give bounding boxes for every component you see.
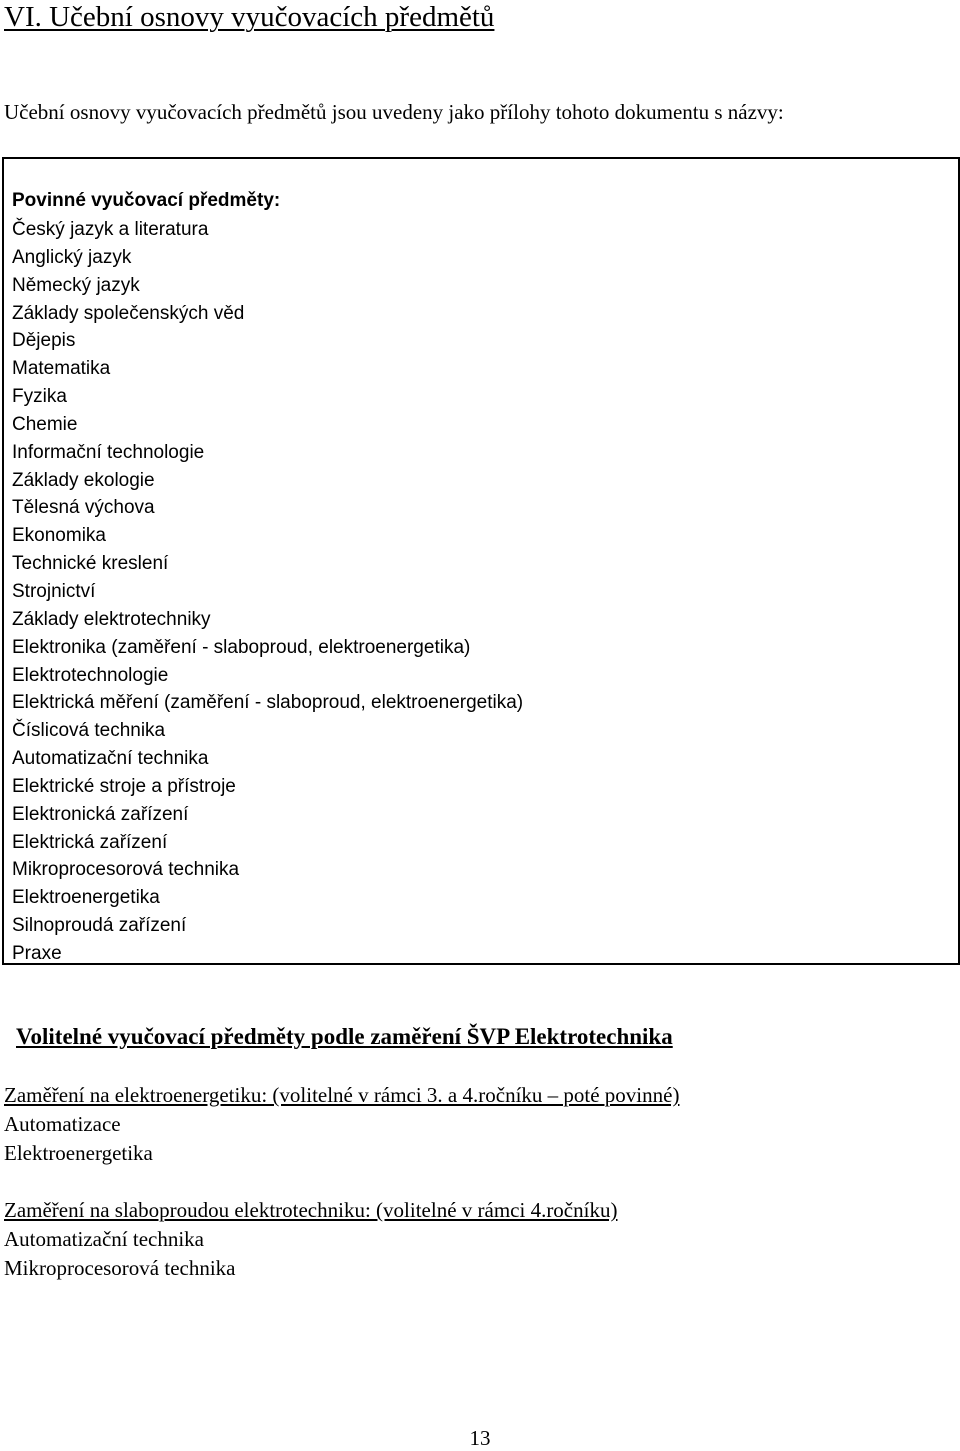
subject-item: Chemie (12, 413, 78, 435)
elective-group-heading: Zaměření na slaboproudou elektrotechniku: (volitelné v rámci 4.ročníku) (4, 1198, 618, 1222)
subject-item: Anglický jazyk (12, 246, 132, 268)
elective-item: Elektroenergetika (4, 1141, 153, 1165)
elective-item: Mikroprocesorová technika (4, 1256, 236, 1280)
subject-item: Dějepis (12, 330, 76, 352)
elective-group-list (4, 1225, 617, 1283)
elective-group-list (4, 1110, 679, 1168)
subject-item: Elektrické stroje a přístroje (12, 775, 236, 797)
subject-item: Elektrotechnologie (12, 664, 169, 686)
subject-item: Německý jazyk (12, 274, 140, 296)
compulsory-subjects-title: Povinné vyučovací předměty: (12, 190, 281, 211)
subject-item: Český jazyk a literatura (12, 219, 209, 240)
subject-item: Informační technologie (12, 441, 205, 463)
subject-item: Číslicová technika (12, 720, 166, 742)
subject-item: Elektrická zařízení (12, 831, 168, 853)
subject-item: Technické kreslení (12, 553, 169, 575)
subject-item: Matematika (12, 358, 111, 380)
elective-subjects-title: Volitelné vyučovací předměty podle zaměření ŠVP Elektrotechnika (16, 1024, 673, 1049)
elective-item: Automatizace (4, 1112, 121, 1136)
elective-group-power-engineering (4, 1081, 679, 1168)
subject-item: Elektronická zařízení (12, 803, 189, 825)
elective-group-low-current (4, 1196, 617, 1283)
subject-item: Fyzika (12, 386, 67, 408)
subject-item: Základy společenských věd (12, 302, 245, 324)
page-number: 13 (469, 1426, 491, 1450)
subject-item: Automatizační technika (12, 748, 209, 770)
subject-item: Mikroprocesorová technika (12, 859, 240, 881)
subject-item: Elektronika (zaměření - slaboproud, elektroenergetika) (12, 636, 471, 658)
elective-group-heading: Zaměření na elektroenergetiku: (volitelné v rámci 3. a 4.ročníku – poté povinné) (4, 1083, 680, 1107)
subject-item: Elektrická měření (zaměření - slaboproud, elektroenergetika) (12, 692, 524, 714)
elective-item: Automatizační technika (4, 1227, 205, 1251)
subject-item: Ekonomika (12, 525, 106, 547)
subject-item: Strojnictví (12, 580, 96, 602)
subject-item: Základy elektrotechniky (12, 608, 211, 630)
intro-paragraph: Učební osnovy vyučovacích předmětů jsou uvedeny jako přílohy tohoto dokumentu s názvy: (4, 100, 784, 124)
subject-item: Silnoproudá zařízení (12, 915, 187, 937)
compulsory-subjects-box (2, 157, 960, 965)
subject-item: Tělesná výchova (12, 497, 155, 519)
subject-item: Základy ekologie (12, 469, 155, 491)
subject-item: Elektroenergetika (12, 887, 160, 909)
subject-item: Praxe (12, 942, 62, 964)
compulsory-subjects-list (12, 216, 523, 968)
page-heading: VI. Učební osnovy vyučovacích předmětů (4, 1, 495, 33)
